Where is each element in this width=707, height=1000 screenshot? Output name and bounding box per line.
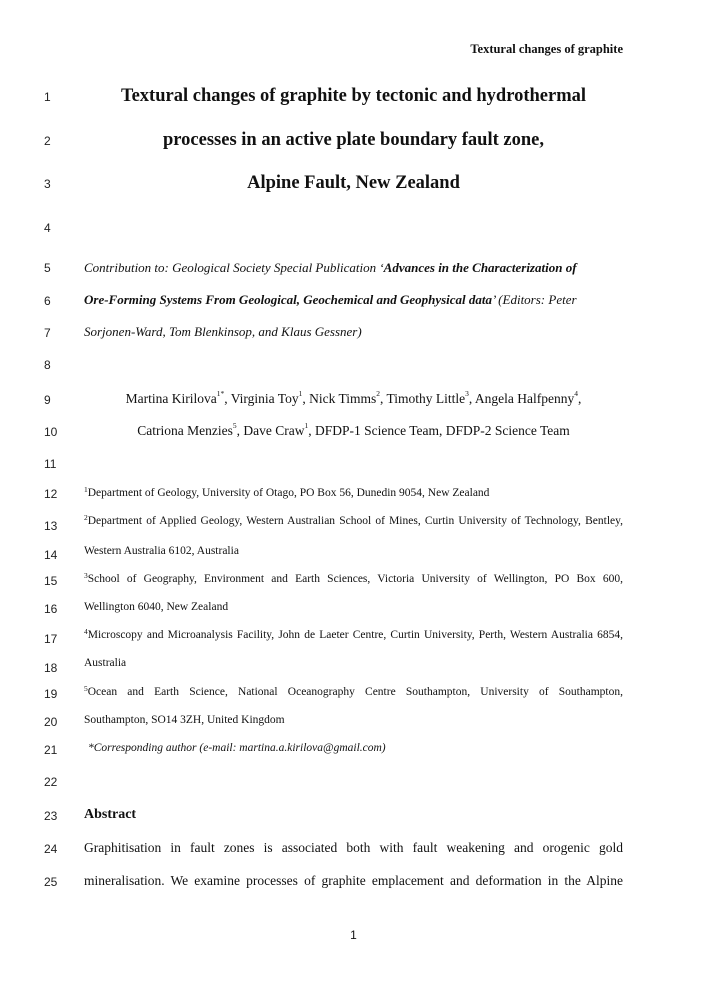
contribution-text: Contribution to: Geological Society Special Publication ‘	[84, 260, 384, 275]
author: Martina Kirilova$^{1*}$,	[125, 389, 231, 406]
volume-title: Advances in the Characterization of	[383, 260, 577, 275]
line-number: 20	[44, 715, 58, 729]
line-number: 19	[44, 687, 58, 701]
abstract-line: Graphitisation in fault zones is associated both with fault weakening and orogenic gold	[84, 840, 623, 855]
line-number: 3	[44, 177, 51, 191]
abstract-line: mineralisation. We examine processes of graphite emplacement and deformation in the Alpine	[84, 873, 623, 888]
line-number: 14	[44, 548, 58, 562]
line-number: 11	[44, 457, 57, 471]
line-number: 16	[44, 602, 58, 616]
line-number: 15	[44, 574, 58, 588]
line-number: 12	[44, 487, 58, 501]
line-number: 10	[44, 425, 58, 439]
paper-title-line: processes in an active plate boundary fault zone,	[163, 130, 544, 150]
affiliation-5-cont: Southampton, SO14 3ZH, United Kingdom	[84, 714, 285, 726]
line-number: 13	[44, 519, 58, 533]
line-number: 18	[44, 661, 58, 675]
line-number: 9	[44, 393, 51, 407]
affiliation-1: $^1$Department of Geology, University of Otago, PO Box 56, Dunedin 9054, New Zealand	[84, 485, 490, 499]
paper-title-line: Alpine Fault, New Zealand	[247, 173, 460, 193]
contribution-line	[84, 260, 623, 276]
affiliation-4: $^4$Microscopy and Microanalysis Facility, John de Laeter Centre, Curtin University, Perth, Western Australia 6854,	[84, 627, 623, 641]
line-number: 25	[44, 875, 58, 889]
affiliation-2: $^2$Department of Applied Geology, Western Australian School of Mines, Curtin University of Technology, Bentley,	[84, 513, 623, 527]
line-number: 1	[44, 90, 51, 104]
affiliation-2-cont: Western Australia 6102, Australia	[84, 545, 239, 557]
contribution-line	[84, 292, 623, 308]
paper-title-line: Textural changes of graphite by tectonic and hydrothermal	[120, 86, 587, 106]
abstract-heading: Abstract	[84, 807, 137, 822]
author: Virginia Toy$^1$,	[230, 389, 310, 406]
line-number: 24	[44, 842, 58, 856]
line-number: 21	[44, 743, 58, 757]
line-number: 5	[44, 261, 51, 275]
affiliation-5: $^5$Ocean and Earth Science, National Oceanography Centre Southampton, University of Southampton,	[84, 684, 623, 698]
affiliation-4-cont: Australia	[84, 657, 127, 669]
page-number: 1	[350, 928, 357, 942]
affiliation-3-cont: Wellington 6040, New Zealand	[84, 601, 229, 613]
line-number: 6	[44, 294, 51, 308]
author: Dave Craw$^1$,	[243, 421, 315, 438]
line-number: 8	[44, 358, 51, 372]
line-number: 22	[44, 775, 58, 789]
contribution-text: ’ (Editors: Peter	[492, 292, 577, 307]
author: Angela Halfpenny$^4$,	[474, 389, 582, 406]
corresponding-author: *Corresponding author (e-mail: martina.a.kirilova@gmail.com)	[88, 742, 386, 754]
author-line	[84, 423, 623, 439]
author: DFDP-1 Science Team, DFDP-2 Science Team	[314, 423, 570, 438]
line-number: 7	[44, 326, 51, 340]
volume-title: Ore-Forming Systems From Geological, Geochemical and Geophysical data	[84, 292, 493, 307]
running-head: Textural changes of graphite	[470, 42, 623, 56]
line-number: 4	[44, 221, 51, 235]
affiliation-3: $^3$School of Geography, Environment and Earth Sciences, Victoria University of Wellington, PO Box 600,	[84, 571, 623, 585]
line-number: 23	[44, 809, 58, 823]
author: Timothy Little$^3$,	[386, 389, 475, 406]
line-number: 2	[44, 134, 51, 148]
author: Catriona Menzies$^5$,	[137, 421, 244, 438]
contribution-line: Sorjonen-Ward, Tom Blenkinsop, and Klaus Gessner)	[84, 324, 362, 339]
author-line	[84, 391, 623, 407]
line-number: 17	[44, 632, 58, 646]
author: Nick Timms$^2$,	[309, 389, 387, 406]
